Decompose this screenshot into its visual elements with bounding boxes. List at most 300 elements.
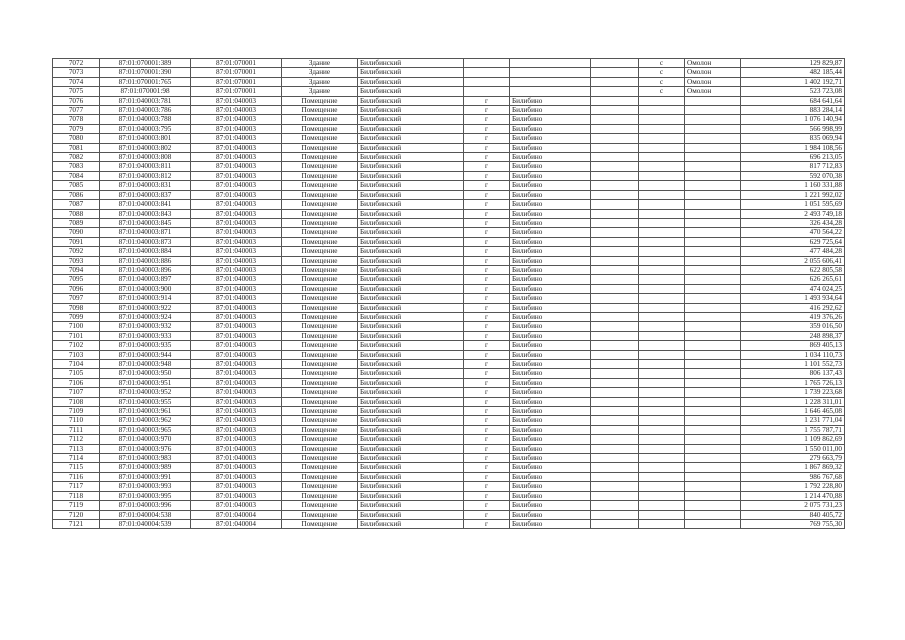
empty-cell (591, 416, 639, 425)
settlement-cell: Билибино (510, 124, 591, 133)
settlement-type-cell: г (464, 519, 510, 528)
cadastral-value-cell: 1 739 223,68 (741, 388, 845, 397)
table-row (53, 134, 845, 143)
settlement-type-cell: г (464, 331, 510, 340)
empty-cell (591, 77, 639, 86)
cadastral-number-cell: 87:01:040003:991 (100, 472, 191, 481)
object-type-cell: Помещение (282, 425, 358, 434)
empty-cell (591, 228, 639, 237)
settlement-type-cell (464, 77, 510, 86)
empty-cell (591, 162, 639, 171)
settlement-type-cell: г (464, 124, 510, 133)
object-type-cell: Помещение (282, 218, 358, 227)
row-number-cell: 7075 (53, 87, 100, 96)
locality-cell: Омолон (685, 77, 741, 86)
object-type-cell: Помещение (282, 209, 358, 218)
row-number-cell: 7114 (53, 454, 100, 463)
cadastral-number-cell: 87:01:040003:948 (100, 360, 191, 369)
settlement-cell: Билибино (510, 228, 591, 237)
cadastral-value-cell: 592 070,38 (741, 171, 845, 180)
locality-type-cell (639, 369, 685, 378)
empty-cell (591, 190, 639, 199)
district-cell: Билибинский (358, 59, 464, 68)
cadastral-quarter-cell: 87:01:040003 (191, 181, 282, 190)
cadastral-number-cell: 87:01:040003:951 (100, 378, 191, 387)
settlement-type-cell: г (464, 482, 510, 491)
settlement-type-cell: г (464, 200, 510, 209)
object-type-cell: Помещение (282, 472, 358, 481)
settlement-type-cell: г (464, 190, 510, 199)
settlement-type-cell: г (464, 350, 510, 359)
cadastral-value-cell: 2 055 606,41 (741, 256, 845, 265)
row-number-cell: 7121 (53, 519, 100, 528)
object-type-cell: Здание (282, 87, 358, 96)
cadastral-number-cell: 87:01:040003:932 (100, 322, 191, 331)
locality-cell (685, 369, 741, 378)
row-number-cell: 7090 (53, 228, 100, 237)
cadastral-value-cell: 566 998,99 (741, 124, 845, 133)
locality-type-cell: с (639, 59, 685, 68)
cadastral-value-cell: 1 109 862,69 (741, 435, 845, 444)
row-number-cell: 7082 (53, 153, 100, 162)
empty-cell (591, 181, 639, 190)
settlement-cell: Билибино (510, 369, 591, 378)
cadastral-quarter-cell: 87:01:040003 (191, 501, 282, 510)
cadastral-value-cell: 2 493 749,18 (741, 209, 845, 218)
locality-cell (685, 256, 741, 265)
object-type-cell: Помещение (282, 115, 358, 124)
table-row (53, 237, 845, 246)
settlement-cell: Билибино (510, 237, 591, 246)
cadastral-value-cell: 769 755,30 (741, 519, 845, 528)
cadastral-value-cell: 279 663,79 (741, 454, 845, 463)
table-row (53, 77, 845, 86)
cadastral-number-cell: 87:01:040003:845 (100, 218, 191, 227)
table-row (53, 200, 845, 209)
cadastral-quarter-cell: 87:01:040003 (191, 360, 282, 369)
empty-cell (591, 369, 639, 378)
cadastral-value-cell: 523 723,08 (741, 87, 845, 96)
cadastral-value-cell: 684 641,64 (741, 96, 845, 105)
district-cell: Билибинский (358, 87, 464, 96)
cadastral-quarter-cell: 87:01:040003 (191, 209, 282, 218)
locality-type-cell (639, 171, 685, 180)
cadastral-number-cell: 87:01:070001:98 (100, 87, 191, 96)
locality-cell (685, 162, 741, 171)
district-cell: Билибинский (358, 106, 464, 115)
empty-cell (591, 454, 639, 463)
locality-type-cell (639, 209, 685, 218)
object-type-cell: Помещение (282, 397, 358, 406)
cadastral-number-cell: 87:01:040003:950 (100, 369, 191, 378)
cadastral-quarter-cell: 87:01:040003 (191, 378, 282, 387)
locality-cell (685, 284, 741, 293)
cadastral-value-cell: 626 265,61 (741, 275, 845, 284)
district-cell: Билибинский (358, 322, 464, 331)
settlement-type-cell: г (464, 134, 510, 143)
cadastral-value-cell: 840 405,72 (741, 510, 845, 519)
empty-cell (591, 397, 639, 406)
table-row (53, 425, 845, 434)
district-cell: Билибинский (358, 124, 464, 133)
cadastral-number-cell: 87:01:040003:962 (100, 416, 191, 425)
district-cell: Билибинский (358, 153, 464, 162)
cadastral-number-cell: 87:01:040003:786 (100, 106, 191, 115)
cadastral-number-cell: 87:01:040003:952 (100, 388, 191, 397)
cadastral-quarter-cell: 87:01:040003 (191, 312, 282, 321)
cadastral-value-cell: 1 867 869,32 (741, 463, 845, 472)
locality-type-cell (639, 115, 685, 124)
locality-cell (685, 143, 741, 152)
cadastral-table (52, 58, 845, 529)
settlement-cell: Билибино (510, 218, 591, 227)
locality-type-cell (639, 360, 685, 369)
settlement-cell: Билибино (510, 312, 591, 321)
empty-cell (591, 134, 639, 143)
cadastral-value-cell: 326 434,28 (741, 218, 845, 227)
empty-cell (591, 294, 639, 303)
locality-cell (685, 171, 741, 180)
settlement-cell (510, 87, 591, 96)
empty-cell (591, 275, 639, 284)
cadastral-value-cell: 835 069,94 (741, 134, 845, 143)
table-row (53, 312, 845, 321)
district-cell: Билибинский (358, 501, 464, 510)
table-row (53, 256, 845, 265)
locality-cell (685, 312, 741, 321)
settlement-cell: Билибино (510, 501, 591, 510)
cadastral-number-cell: 87:01:040003:781 (100, 96, 191, 105)
locality-type-cell (639, 228, 685, 237)
settlement-type-cell: г (464, 397, 510, 406)
settlement-cell: Билибино (510, 143, 591, 152)
table-row (53, 59, 845, 68)
row-number-cell: 7079 (53, 124, 100, 133)
locality-cell (685, 454, 741, 463)
locality-cell (685, 388, 741, 397)
cadastral-value-cell: 1 214 470,88 (741, 491, 845, 500)
district-cell: Билибинский (358, 247, 464, 256)
object-type-cell: Помещение (282, 106, 358, 115)
district-cell: Билибинский (358, 294, 464, 303)
locality-cell (685, 106, 741, 115)
cadastral-quarter-cell: 87:01:040003 (191, 153, 282, 162)
district-cell: Билибинский (358, 350, 464, 359)
district-cell: Билибинский (358, 407, 464, 416)
locality-cell (685, 153, 741, 162)
cadastral-number-cell: 87:01:040003:900 (100, 284, 191, 293)
cadastral-value-cell: 359 016,50 (741, 322, 845, 331)
row-number-cell: 7110 (53, 416, 100, 425)
settlement-cell: Билибино (510, 106, 591, 115)
object-type-cell: Помещение (282, 501, 358, 510)
empty-cell (591, 341, 639, 350)
locality-type-cell (639, 491, 685, 500)
cadastral-quarter-cell: 87:01:040003 (191, 444, 282, 453)
locality-type-cell (639, 200, 685, 209)
row-number-cell: 7108 (53, 397, 100, 406)
cadastral-number-cell: 87:01:070001:389 (100, 59, 191, 68)
table-row (53, 162, 845, 171)
locality-cell (685, 228, 741, 237)
locality-cell (685, 519, 741, 528)
object-type-cell: Помещение (282, 491, 358, 500)
settlement-cell: Билибино (510, 134, 591, 143)
empty-cell (591, 425, 639, 434)
cadastral-quarter-cell: 87:01:070001 (191, 59, 282, 68)
settlement-cell: Билибино (510, 463, 591, 472)
district-cell: Билибинский (358, 519, 464, 528)
locality-cell (685, 435, 741, 444)
cadastral-number-cell: 87:01:040003:933 (100, 331, 191, 340)
cadastral-number-cell: 87:01:040003:955 (100, 397, 191, 406)
cadastral-quarter-cell: 87:01:040003 (191, 341, 282, 350)
settlement-type-cell: г (464, 106, 510, 115)
object-type-cell: Помещение (282, 275, 358, 284)
cadastral-value-cell: 1 160 331,88 (741, 181, 845, 190)
cadastral-quarter-cell: 87:01:040003 (191, 294, 282, 303)
cadastral-quarter-cell: 87:01:040003 (191, 247, 282, 256)
settlement-type-cell: г (464, 275, 510, 284)
locality-cell (685, 331, 741, 340)
object-type-cell: Помещение (282, 378, 358, 387)
row-number-cell: 7102 (53, 341, 100, 350)
locality-type-cell (639, 106, 685, 115)
cadastral-number-cell: 87:01:040003:983 (100, 454, 191, 463)
row-number-cell: 7096 (53, 284, 100, 293)
cadastral-value-cell: 1 051 595,69 (741, 200, 845, 209)
locality-cell (685, 218, 741, 227)
object-type-cell: Помещение (282, 510, 358, 519)
district-cell: Билибинский (358, 96, 464, 105)
locality-type-cell (639, 312, 685, 321)
locality-type-cell (639, 124, 685, 133)
district-cell: Билибинский (358, 228, 464, 237)
row-number-cell: 7116 (53, 472, 100, 481)
locality-cell (685, 275, 741, 284)
locality-type-cell (639, 256, 685, 265)
table-row (53, 115, 845, 124)
table-row (53, 294, 845, 303)
cadastral-quarter-cell: 87:01:040003 (191, 237, 282, 246)
locality-type-cell (639, 454, 685, 463)
locality-cell (685, 360, 741, 369)
row-number-cell: 7099 (53, 312, 100, 321)
settlement-type-cell: г (464, 153, 510, 162)
locality-type-cell: с (639, 77, 685, 86)
cadastral-number-cell: 87:01:040003:970 (100, 435, 191, 444)
settlement-cell: Билибино (510, 115, 591, 124)
table-row (53, 472, 845, 481)
district-cell: Билибинский (358, 369, 464, 378)
object-type-cell: Помещение (282, 124, 358, 133)
cadastral-number-cell: 87:01:040003:795 (100, 124, 191, 133)
locality-cell (685, 463, 741, 472)
settlement-type-cell: г (464, 360, 510, 369)
district-cell: Билибинский (358, 77, 464, 86)
settlement-type-cell: г (464, 388, 510, 397)
empty-cell (591, 87, 639, 96)
empty-cell (591, 388, 639, 397)
row-number-cell: 7100 (53, 322, 100, 331)
cadastral-value-cell: 419 376,26 (741, 312, 845, 321)
object-type-cell: Помещение (282, 444, 358, 453)
cadastral-value-cell: 1 402 192,71 (741, 77, 845, 86)
district-cell: Билибинский (358, 397, 464, 406)
locality-cell (685, 134, 741, 143)
cadastral-number-cell: 87:01:040003:995 (100, 491, 191, 500)
cadastral-number-cell: 87:01:040003:924 (100, 312, 191, 321)
cadastral-value-cell: 629 725,64 (741, 237, 845, 246)
table-row (53, 153, 845, 162)
cadastral-quarter-cell: 87:01:040003 (191, 106, 282, 115)
locality-cell (685, 350, 741, 359)
cadastral-value-cell: 1 493 934,64 (741, 294, 845, 303)
cadastral-number-cell: 87:01:040003:802 (100, 143, 191, 152)
locality-cell (685, 181, 741, 190)
settlement-type-cell: г (464, 501, 510, 510)
object-type-cell: Помещение (282, 96, 358, 105)
locality-type-cell (639, 162, 685, 171)
settlement-cell: Билибино (510, 322, 591, 331)
cadastral-number-cell: 87:01:040003:886 (100, 256, 191, 265)
locality-type-cell (639, 247, 685, 256)
settlement-cell: Билибино (510, 472, 591, 481)
district-cell: Билибинский (358, 454, 464, 463)
cadastral-value-cell: 1 550 011,00 (741, 444, 845, 453)
cadastral-quarter-cell: 87:01:040003 (191, 171, 282, 180)
row-number-cell: 7084 (53, 171, 100, 180)
settlement-cell: Билибино (510, 181, 591, 190)
settlement-cell: Билибино (510, 416, 591, 425)
district-cell: Билибинский (358, 435, 464, 444)
cadastral-value-cell: 474 024,25 (741, 284, 845, 293)
locality-cell (685, 124, 741, 133)
cadastral-number-cell: 87:01:040003:788 (100, 115, 191, 124)
object-type-cell: Помещение (282, 416, 358, 425)
empty-cell (591, 312, 639, 321)
row-number-cell: 7078 (53, 115, 100, 124)
settlement-cell: Билибино (510, 510, 591, 519)
settlement-cell: Билибино (510, 519, 591, 528)
district-cell: Билибинский (358, 360, 464, 369)
locality-type-cell (639, 331, 685, 340)
settlement-type-cell: г (464, 294, 510, 303)
object-type-cell: Здание (282, 59, 358, 68)
district-cell: Билибинский (358, 162, 464, 171)
settlement-cell: Билибино (510, 482, 591, 491)
row-number-cell: 7072 (53, 59, 100, 68)
cadastral-value-cell: 1 101 552,73 (741, 360, 845, 369)
settlement-cell (510, 77, 591, 86)
cadastral-quarter-cell: 87:01:040003 (191, 416, 282, 425)
settlement-type-cell: г (464, 143, 510, 152)
locality-type-cell (639, 444, 685, 453)
cadastral-number-cell: 87:01:040003:808 (100, 153, 191, 162)
locality-type-cell: с (639, 87, 685, 96)
cadastral-quarter-cell: 87:01:040003 (191, 388, 282, 397)
row-number-cell: 7120 (53, 510, 100, 519)
cadastral-quarter-cell: 87:01:040003 (191, 425, 282, 434)
cadastral-value-cell: 1 765 726,13 (741, 378, 845, 387)
empty-cell (591, 491, 639, 500)
locality-type-cell (639, 294, 685, 303)
district-cell: Билибинский (358, 68, 464, 77)
object-type-cell: Помещение (282, 360, 358, 369)
cadastral-number-cell: 87:01:040003:837 (100, 190, 191, 199)
settlement-type-cell: г (464, 284, 510, 293)
table-row (53, 124, 845, 133)
cadastral-quarter-cell: 87:01:040004 (191, 510, 282, 519)
row-number-cell: 7087 (53, 200, 100, 209)
table-row (53, 397, 845, 406)
settlement-cell: Билибино (510, 388, 591, 397)
table-row (53, 331, 845, 340)
locality-cell (685, 472, 741, 481)
cadastral-number-cell: 87:01:040003:871 (100, 228, 191, 237)
object-type-cell: Помещение (282, 312, 358, 321)
settlement-cell: Билибино (510, 435, 591, 444)
empty-cell (591, 378, 639, 387)
cadastral-number-cell: 87:01:040003:873 (100, 237, 191, 246)
object-type-cell: Помещение (282, 171, 358, 180)
cadastral-value-cell: 1 231 771,04 (741, 416, 845, 425)
district-cell: Билибинский (358, 190, 464, 199)
settlement-cell: Билибино (510, 247, 591, 256)
cadastral-quarter-cell: 87:01:040003 (191, 435, 282, 444)
district-cell: Билибинский (358, 275, 464, 284)
row-number-cell: 7105 (53, 369, 100, 378)
empty-cell (591, 209, 639, 218)
table-row (53, 360, 845, 369)
settlement-cell: Билибино (510, 378, 591, 387)
locality-cell: Омолон (685, 68, 741, 77)
row-number-cell: 7086 (53, 190, 100, 199)
district-cell: Билибинский (358, 209, 464, 218)
locality-type-cell (639, 284, 685, 293)
settlement-type-cell: г (464, 407, 510, 416)
cadastral-value-cell: 817 712,83 (741, 162, 845, 171)
settlement-cell: Билибино (510, 284, 591, 293)
object-type-cell: Помещение (282, 463, 358, 472)
table-row (53, 491, 845, 500)
row-number-cell: 7095 (53, 275, 100, 284)
cadastral-quarter-cell: 87:01:040003 (191, 472, 282, 481)
cadastral-value-cell: 869 405,13 (741, 341, 845, 350)
settlement-type-cell: г (464, 303, 510, 312)
settlement-cell: Билибино (510, 491, 591, 500)
cadastral-value-cell: 248 898,37 (741, 331, 845, 340)
locality-type-cell (639, 435, 685, 444)
empty-cell (591, 256, 639, 265)
object-type-cell: Помещение (282, 200, 358, 209)
settlement-cell: Билибино (510, 153, 591, 162)
district-cell: Билибинский (358, 472, 464, 481)
table-row (53, 463, 845, 472)
table-row (53, 247, 845, 256)
locality-cell (685, 190, 741, 199)
table-row (53, 416, 845, 425)
object-type-cell: Помещение (282, 331, 358, 340)
table-row (53, 303, 845, 312)
locality-type-cell (639, 218, 685, 227)
locality-cell (685, 491, 741, 500)
cadastral-value-cell: 806 137,43 (741, 369, 845, 378)
row-number-cell: 7091 (53, 237, 100, 246)
row-number-cell: 7085 (53, 181, 100, 190)
district-cell: Билибинский (358, 425, 464, 434)
settlement-type-cell: г (464, 322, 510, 331)
